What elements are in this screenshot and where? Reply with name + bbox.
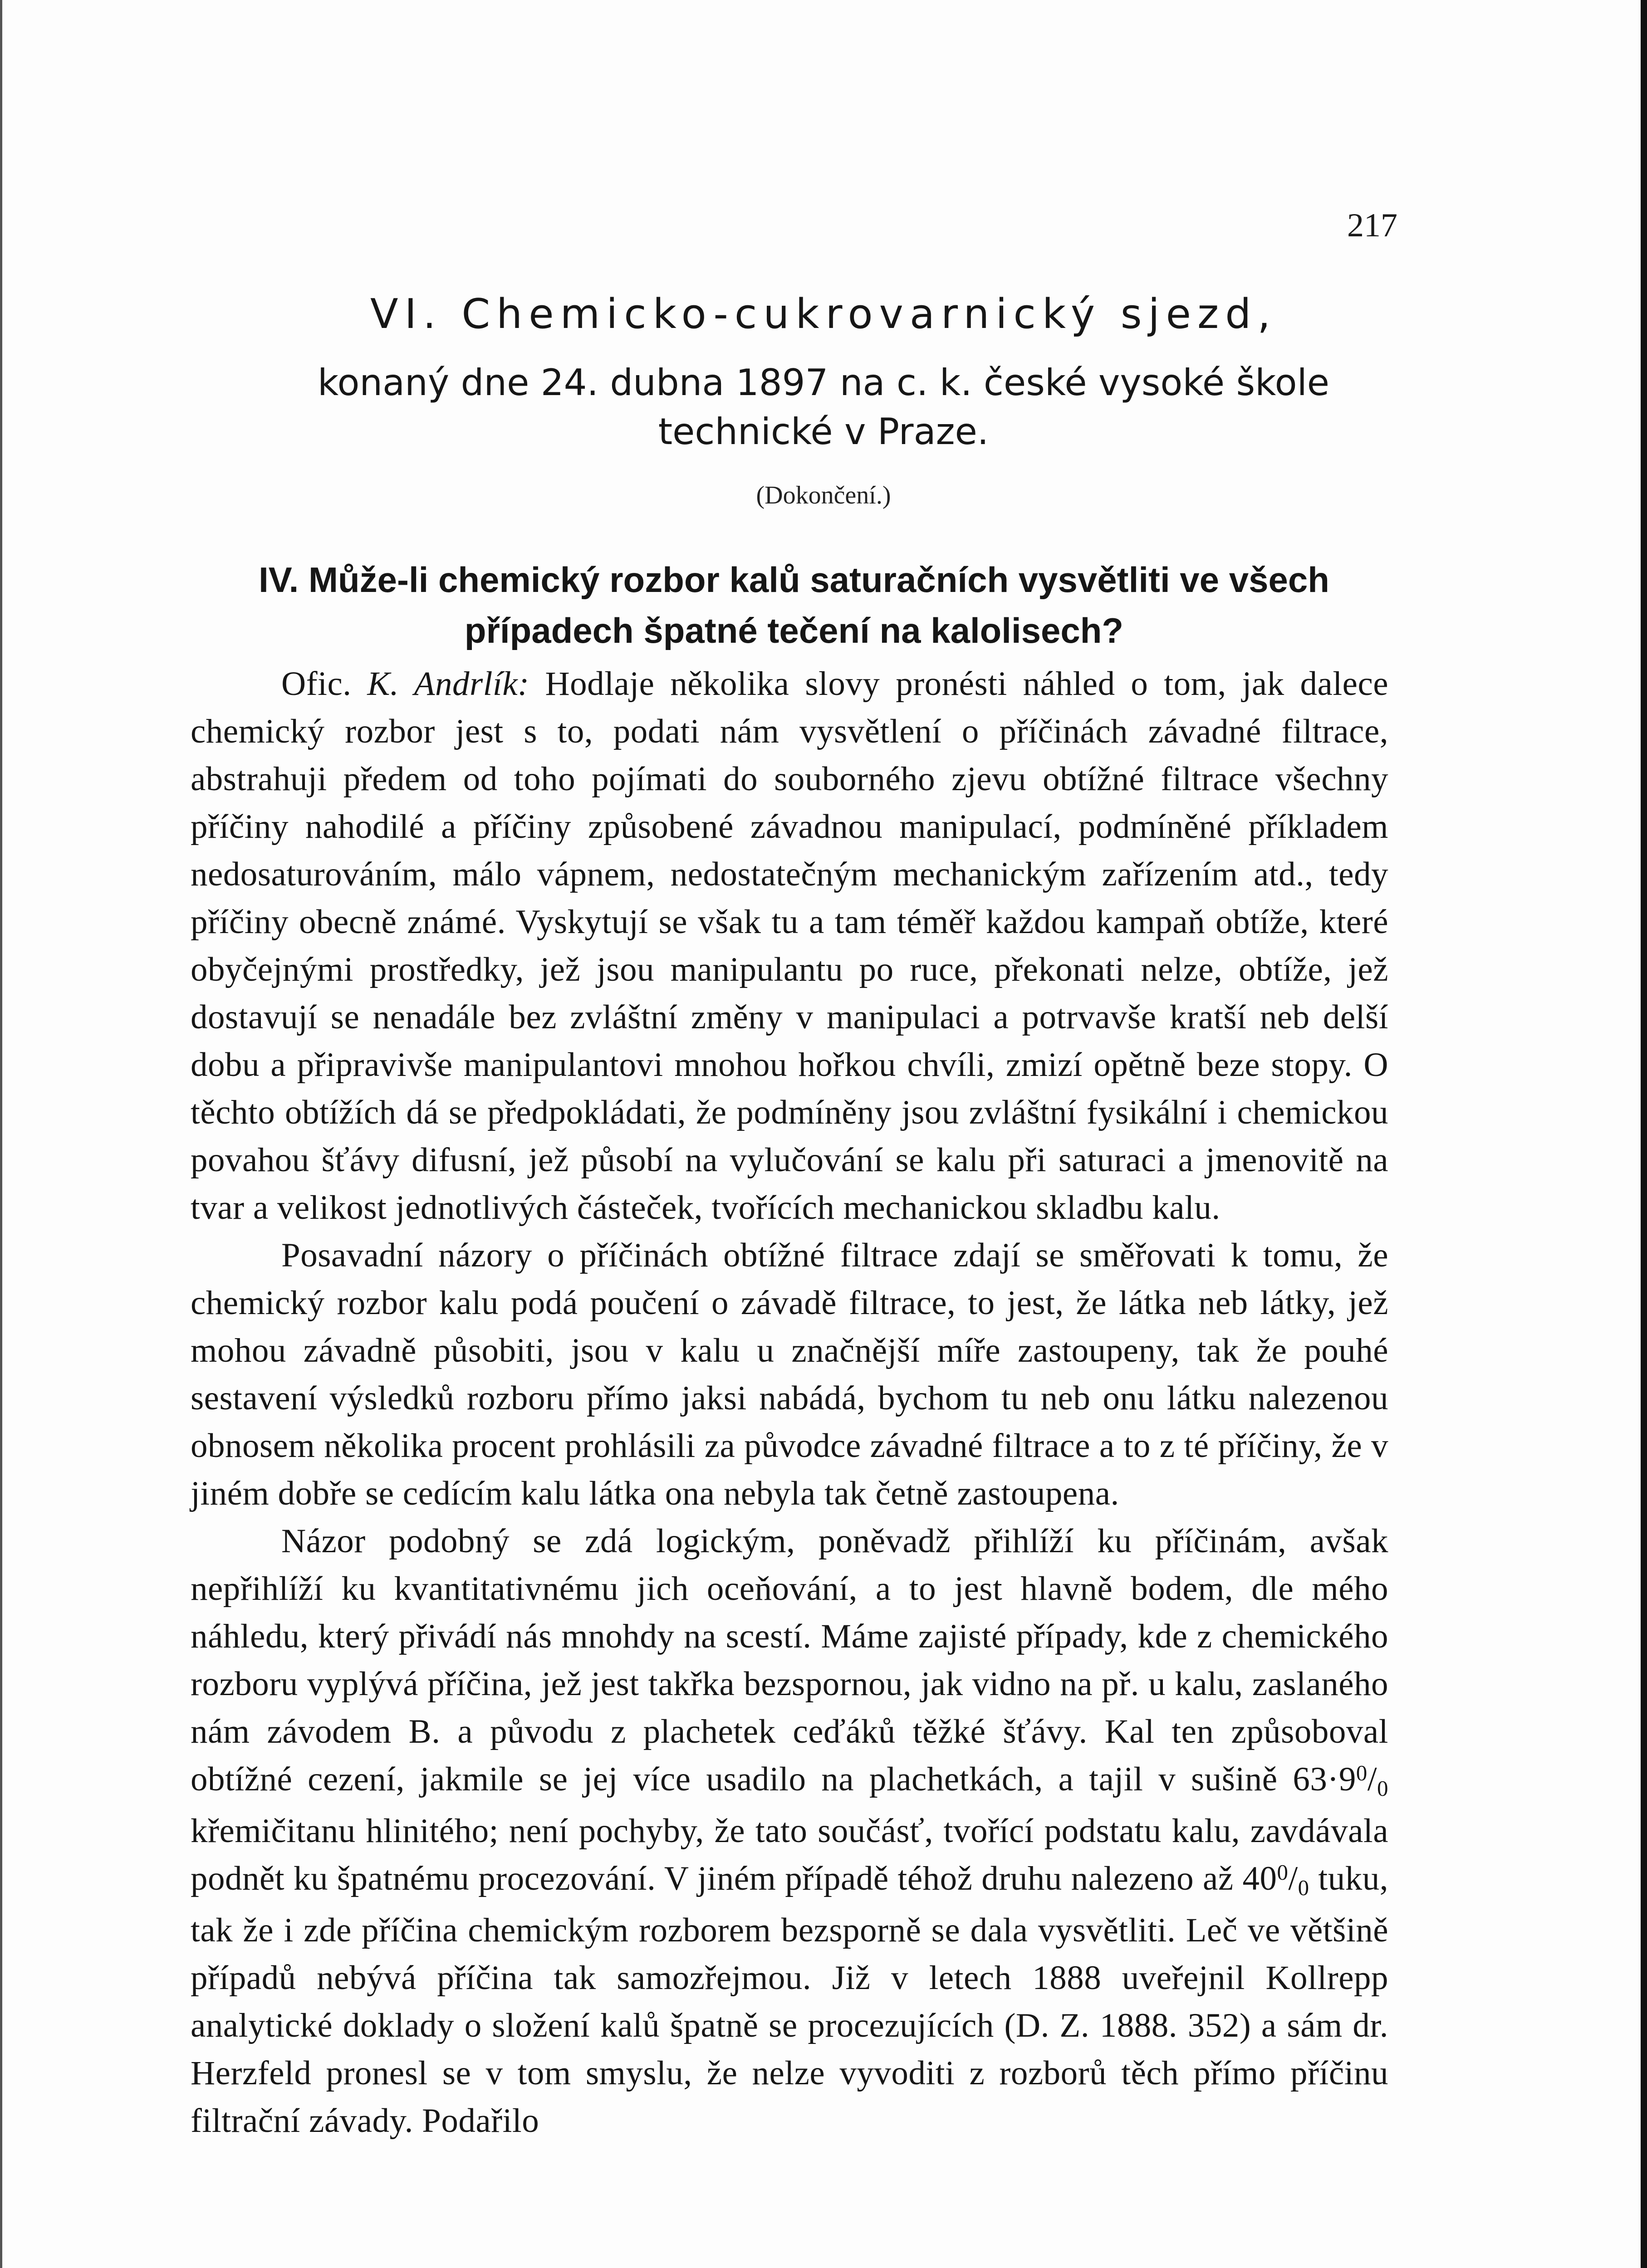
section-heading-line-1: IV. Může-li chemický rozbor kalů saturačních vysvětliti ve všech xyxy=(259,560,1329,600)
body-text xyxy=(191,660,1388,2145)
article-subtitle xyxy=(0,358,1647,456)
percent-sign-top: 0 xyxy=(1277,1860,1289,1885)
continuation-note: (Dokončení.) xyxy=(756,481,891,509)
paragraph-1 xyxy=(191,660,1388,1232)
paragraph-1-text: Hodlaje několika slovy pronésti náhled o tom, jak dalece chemický rozbor jest s to, podati nám vysvětlení o příčinách závadné filtrace, abstrahuji předem od toho pojímati do souborného zjevu obtížné filtrace všechny příčiny nahodilé a příčiny způsobené závadnou manipulací, podmíněné příkladem nedosaturováním, málo vápnem, nedostatečným mechanickým zařízením atd., tedy příčiny obecně známé. Vyskytují se však tu a tam téměř každou kampaň obtíže, které obyčejnými prostředky, jež jsou manipulantu po ruce, překonati nelze, obtíže, jež dostavují se nenadále bez zvláštní změny v manipulaci a potrvavše kratší neb delší dobu a připravivše manipulantovi mnohou hořkou chvíli, zmizí opětně beze stopy. O těchto obtížích dá se předpokládati, že podmíněny jsou zvláštní fysikální i chemickou povahou šťávy difusní, jež působí na vylučování se kalu při saturaci a jmenovitě na tvar a velikost jednotlivých částeček, tvořících mechanickou skladbu kalu. xyxy=(191,665,1389,1227)
paragraph-3-part-1: Názor podobný se zdá logickým, poněvadž přihlíží ku příčinám, avšak nepřihlíží ku kvantitativnému jich oceňování, a to jest hlavně bodem, dle mého náhledu, který přivádí nás mnohdy na scestí. Máme zajisté případy, kde z chemického rozboru vyplývá příčina, jež jest takřka bezspornou, jak vidno na př. u kalu, zaslaného nám závodem B. a původu z plachetek ceďáků těžké šťávy. Kal ten způsoboval obtížné cezení, jakmile se jej více usadilo na plachetkách, a tajil v sušině 63·9 xyxy=(191,1522,1388,1798)
paragraph-2: Posavadní názory o příčinách obtížné filtrace zdají se směřovati k tomu, že chemický rozbor kalu podá poučení o závadě filtrace, to jest, že látka neb látky, jež mohou závadně působiti, jsou v kalu u značnější míře zastoupeny, tak že pouhé sestavení výsledků rozboru přímo jaksi nabádá, bychom tu neb onu látku nalezenou obnosem několika procent prohlásili za původce závadné filtrace a to z té příčiny, že v jiném dobře se cedícím kalu látka ona nebyla tak četně zastoupena. xyxy=(191,1237,1388,1512)
article-title: VI. Chemicko-cukrovarnický sjezd, xyxy=(370,290,1277,338)
speaker-name: K. Andrlík: xyxy=(367,665,529,703)
section-heading-line-2: případech špatné tečení na kalolisech? xyxy=(464,611,1124,650)
paragraph-1-lead: Ofic. xyxy=(281,665,352,703)
scan-edge-right xyxy=(1641,0,1647,2268)
percent-sign-top: 0 xyxy=(1356,1761,1368,1786)
article-subtitle-line-2: technické v Praze. xyxy=(658,411,989,453)
section-heading xyxy=(191,554,1397,656)
article-subtitle-line-1: konaný dne 24. dubna 1897 na c. k. české vysoké škole xyxy=(317,362,1330,404)
percent-sign-bottom: 0 xyxy=(1377,1776,1388,1801)
percent-sign-bottom: 0 xyxy=(1298,1876,1309,1901)
paragraph-3-part-3: tuku, tak že i zde příčina chemickým rozborem bezsporně se dala vysvětliti. Leč ve většině případů nebývá příčina tak samozřejmou. Již v letech 1888 uveřejnil Kollrepp analytické doklady o složení kalů špatně se procezujících (D. Z. 1888. 352) a sám dr. Herzfeld pronesl se v tom smyslu, že nelze vyvoditi z rozborů těch přímo příčinu filtrační závady. Podařilo xyxy=(191,1860,1389,2140)
page-number: 217 xyxy=(1347,207,1397,244)
paragraph-3-part-2: křemičitanu hlinitého; není pochyby, že tato součásť, tvořící podstatu kalu, zavdávala podnět ku špatnému procezování. V jiném případě téhož druhu nalezeno až 40 xyxy=(191,1812,1388,1897)
paragraph-3: Názor podobný se zdá logickým, poněvadž přihlíží ku příčinám, avšak nepřihlíží ku kvantitativnému jich oceňování, a to jest hlavně bodem, dle mého náhledu, který přivádí nás mnohdy na scestí. Máme zajisté případy, kde z chemického rozboru vyplývá příčina, jež jest takřka bezspornou, jak vidno na př. u kalu, zaslaného nám závodem B. a původu z plachetek ceďáků těžké šťávy. Kal ten způsoboval obtížné cezení, jakmile se jej více usadilo na plachetkách, a tajil v sušině $63\cdot 9^0/_0$ křemičitanu hlinitého; není pochyby, že tato součásť, tvořící podstatu kalu, zavdávala podnět ku špatnému procezování. V jiném případě téhož druhu nalezeno až $40^0/_0$ tuku, tak že i zde příčina chemickým rozborem bezsporně se dala vysvětliti. Leč ve většině případů nebývá příčina tak samozřejmou. Již v letech 1888 uveřejnil Kollrepp analytické doklady o složení kalů špatně se procezujících (D. Z. 1888. 352) a sám dr. Herzfeld pronesl se v tom smyslu, že nelze vyvoditi z rozborů těch přímo příčinu filtrační závady. Podařilo xyxy=(191,1522,1389,2140)
scan-edge-left xyxy=(0,0,2,2268)
